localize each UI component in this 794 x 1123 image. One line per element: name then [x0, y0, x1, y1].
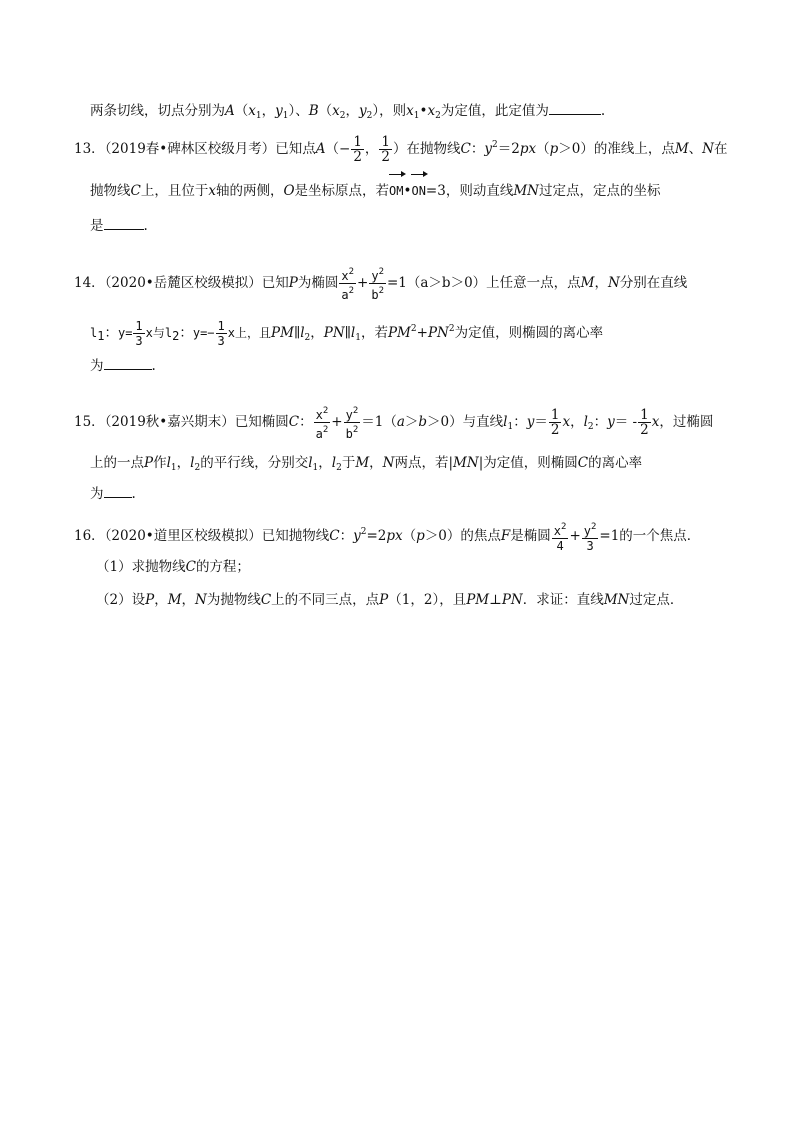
fraction: $\frac{x^2}{a^2}$	[315, 406, 329, 441]
q14-line3: 为 .	[90, 355, 156, 377]
q14-line2: l1：y= $\frac{1}{3}$ x与l2：y=− $\frac{1}{3}$ x上，且$PM\parallel l_2$，$PN\parallel l_1$，若$PM^2+PN^2$为定值，则椭圆的离心率	[90, 319, 604, 348]
q15-line2: 上的一点P作$l_1$，$l_2$的平行线，分别交$l_1$，$l_2$于M，N两点，若|MN|为定值，则椭圆C的离心率	[90, 455, 643, 473]
vector-on: ON	[411, 180, 425, 202]
answer-blank[interactable]	[104, 355, 152, 370]
fraction: $\frac{1}{3}$	[217, 319, 225, 348]
vector-om: OM	[389, 180, 403, 202]
q13-line1: 13．（2019春•碑林区校级月考）已知点A（− $\frac{1}{2}$ ， $\frac{1}{2}$ ）在抛物线C：$y^2=2px(p>0)$的准线上，点M、N在	[74, 134, 728, 165]
q14-line1: 14．（2020•岳麓区校级模拟）已知P为椭圆 $\frac{x^2}{a^2}$ + $\frac{y^2}{b^2}$ =1（a＞b＞0）上任意一点，点M，N分别在直线	[74, 267, 688, 302]
answer-blank[interactable]	[104, 215, 144, 230]
fraction: $\frac{1}{2}$	[381, 134, 391, 165]
q15-line1: 15．（2019秋•嘉兴期末）已知椭圆C： $\frac{x^2}{a^2}$ + $\frac{y^2}{b^2}$ ＝1（a＞b＞0）与直线$l_1$：y＝ $\frac{1}{2}$ x，$l_2$：y＝ - $\frac{1}{2}$ x，过椭圆	[74, 406, 714, 441]
fraction: $\frac{y^2}{3}$	[583, 522, 597, 553]
q16-sub2: （2）设P，M，N为抛物线C上的不同三点，点P（1，2），且PM⊥PN．求证：直线MN过定点．	[96, 592, 684, 608]
fraction: $\frac{1}{2}$	[640, 407, 649, 438]
fraction: $\frac{1}{2}$	[550, 407, 560, 438]
q15-line3: 为 .	[90, 483, 136, 505]
answer-blank[interactable]	[104, 483, 132, 498]
fraction: $\frac{x^2}{a^2}$	[341, 267, 355, 302]
q16-line1: 16．（2020•道里区校级模拟）已知抛物线C：$y^2=2px(p>0)$的焦点F是椭圆 $\frac{x^2}{4}$ + $\frac{y^2}{3}$ =1的一个焦点．	[74, 522, 701, 553]
fraction: $\frac{x^2}{4}$	[553, 522, 567, 553]
q12-line: 两条切线，切点分别为$A(x_1$，$y_1$）、$B(x_2$，$y_2$），则$x_1•x_2$为定值，此定值为 .	[90, 100, 605, 127]
answer-blank[interactable]	[549, 100, 601, 115]
q13-line3: 是 .	[90, 215, 148, 237]
fraction: $\frac{y^2}{b^2}$	[345, 406, 359, 441]
fraction: $\frac{y^2}{b^2}$	[371, 267, 384, 302]
q16-sub1: （1）求抛物线C的方程；	[96, 559, 250, 575]
fraction: $\frac{1}{2}$	[353, 134, 362, 165]
fraction: $\frac{1}{3}$	[135, 319, 143, 348]
q13-line2: 抛物线C上，且位于x轴的两侧，O是坐标原点，若 OM• ON=3，则动直线MN过定点，定点的坐标	[90, 180, 660, 202]
